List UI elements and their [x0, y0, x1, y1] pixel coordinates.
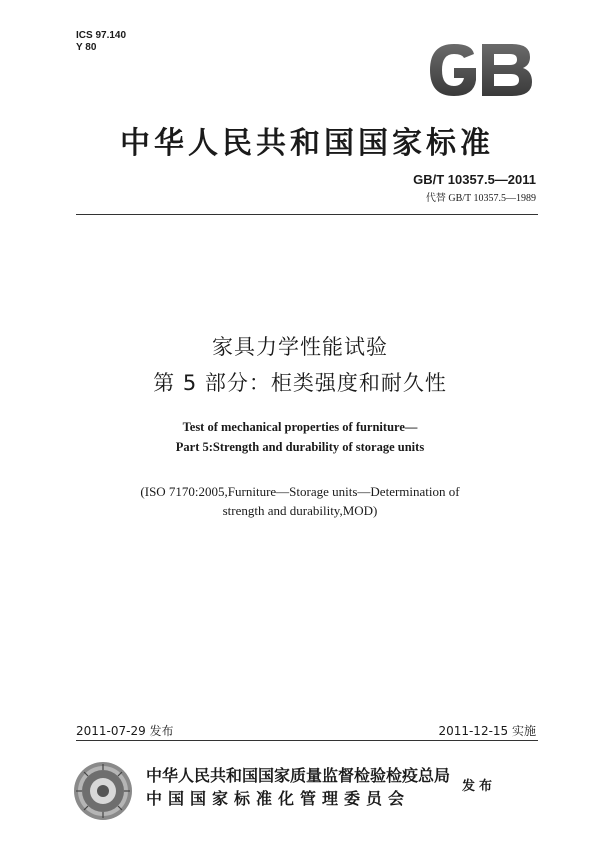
issue-date: 2011-07-29 发布 — [76, 724, 174, 738]
chinese-title-line-2: 第 5 部分：柜类强度和耐久性 — [153, 371, 447, 395]
ccs-code: Y 80 — [76, 42, 97, 53]
footer-divider — [76, 740, 538, 741]
iso-reference-line-1: (ISO 7170:2005,Furniture—Storage units—Determination of — [140, 484, 460, 499]
header-divider — [76, 214, 538, 215]
standard-category-title: 中华人民共和国国家标准 — [120, 126, 494, 161]
replaces-standard: 代替 GB/T 10357.5—1989 — [425, 193, 536, 204]
publish-label: 发布 — [462, 779, 497, 794]
issuer-line-2: 中国国家标准化管理委员会 — [146, 789, 411, 808]
official-seal-emblem — [72, 760, 134, 822]
chinese-title-line-1: 家具力学性能试验 — [212, 335, 388, 359]
iso-reference-line-2: strength and durability,MOD) — [222, 503, 378, 518]
standard-number: GB/T 10357.5—2011 — [413, 172, 536, 187]
english-title-line-2: Part 5:Strength and durability of storage units — [175, 440, 425, 454]
issuer-line-1: 中华人民共和国国家质量监督检验检疫总局 — [146, 766, 451, 785]
classification-codes — [76, 30, 126, 54]
english-title-line-1: Test of mechanical properties of furniture— — [182, 420, 418, 434]
gb-logo — [424, 40, 536, 100]
implementation-date: 2011-12-15 实施 — [438, 724, 536, 738]
ics-code: ICS 97.140 — [76, 30, 127, 41]
